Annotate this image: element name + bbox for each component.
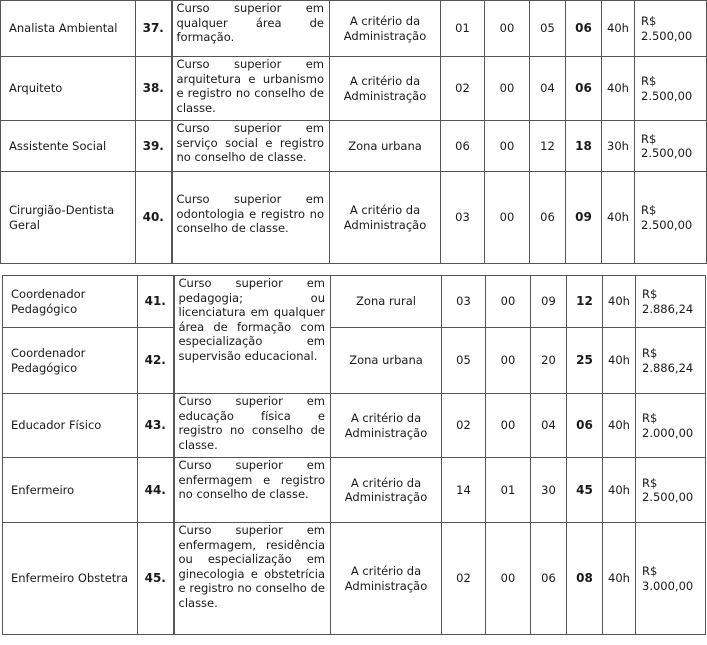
vacancy-cell: 00 [486,523,531,635]
hours-cell: 40h [602,172,635,264]
cargo-cell: Enfermeiro Obstetra [3,523,138,635]
location-cell: A critério da Administração [331,458,442,523]
total-cell: 08 [567,523,603,635]
vacancy-cell: 00 [486,276,531,328]
code-cell: 38. [136,57,172,121]
vacancy-cell: 00 [486,328,531,394]
code-cell: 40. [136,172,172,264]
location-cell: A critério da Administração [331,394,442,458]
table-row [3,328,706,394]
vacancy-cell: 02 [442,394,486,458]
code-cell: 44. [138,458,174,523]
location-cell: A critério da Administração [331,523,442,635]
hours-cell: 40h [603,328,636,394]
vacancy-cell: 05 [442,328,486,394]
total-cell: 12 [567,276,603,328]
vacancy-cell: 03 [442,276,486,328]
vacancy-cell: 06 [441,121,485,172]
requirement-cell: Curso superior em enfermagem e registro no conselho de classe. [174,458,331,523]
salary-cell: R$ 2.500,00 [636,458,706,523]
cargo-cell: Assistente Social [1,121,136,172]
location-cell: A critério da Administração [330,1,441,57]
total-cell: 45 [567,458,603,523]
location-cell: Zona urbana [331,328,442,394]
table-row [1,172,707,264]
location-cell: A critério da Administração [330,57,441,121]
hours-cell: 40h [602,1,635,57]
table-row [3,458,706,523]
salary-cell: R$ 2.500,00 [635,1,707,57]
vacancy-cell: 00 [485,1,530,57]
code-cell: 43. [138,394,174,458]
location-cell: A critério da Administração [330,172,441,264]
hours-cell: 40h [603,394,636,458]
table-row [1,1,707,57]
vacancy-cell: 09 [531,276,567,328]
vacancy-cell: 00 [485,57,530,121]
requirement-cell: Curso superior em odontologia e registro no conselho de classe. [172,172,330,264]
vacancy-cell: 03 [441,172,485,264]
total-cell: 25 [567,328,603,394]
code-cell: 39. [136,121,172,172]
code-cell: 42. [138,328,174,394]
salary-cell: R$ 2.886,24 [636,276,706,328]
code-cell: 45. [138,523,174,635]
hours-cell: 40h [602,57,635,121]
vacancy-cell: 30 [531,458,567,523]
salary-cell: R$ 2.886,24 [636,328,706,394]
cargo-cell: Arquiteto [1,57,136,121]
vacancy-cell: 00 [485,121,530,172]
table-row [3,394,706,458]
vacancy-cell: 06 [531,523,567,635]
requirement-cell: Curso superior em educação física e registro no conselho de classe. [174,394,331,458]
positions-table-bottom [2,275,706,635]
cargo-cell: Educador Físico [3,394,138,458]
salary-cell: R$ 2.500,00 [635,172,707,264]
cargo-cell: Analista Ambiental [1,1,136,57]
requirement-cell: Curso superior em arquitetura e urbanismo e registro no conselho de classe. [172,57,330,121]
code-cell: 37. [136,1,172,57]
salary-cell: R$ 2.000,00 [636,394,706,458]
hours-cell: 40h [603,523,636,635]
vacancy-cell: 05 [530,1,566,57]
total-cell: 06 [567,394,603,458]
cargo-cell: Coordenador Pedagógico [3,276,138,328]
hours-cell: 40h [603,458,636,523]
location-cell: Zona rural [331,276,442,328]
table-row [1,121,707,172]
table-row [1,57,707,121]
vacancy-cell: 04 [531,394,567,458]
salary-cell: R$ 2.500,00 [635,121,707,172]
cargo-cell: Cirurgião-Dentista Geral [1,172,136,264]
table-row [3,276,706,328]
code-cell: 41. [138,276,174,328]
hours-cell: 40h [603,276,636,328]
positions-table-top [0,0,707,264]
hours-cell: 30h [602,121,635,172]
total-cell: 09 [566,172,602,264]
vacancy-cell: 01 [486,458,531,523]
location-cell: Zona urbana [330,121,441,172]
vacancy-cell: 06 [530,172,566,264]
vacancy-cell: 01 [441,1,485,57]
cargo-cell: Coordenador Pedagógico [3,328,138,394]
vacancy-cell: 02 [442,523,486,635]
vacancy-cell: 04 [530,57,566,121]
vacancy-cell: 12 [530,121,566,172]
total-cell: 18 [566,121,602,172]
vacancy-cell: 00 [485,172,530,264]
requirement-cell: Curso superior em serviço social e registro no conselho de classe. [172,121,330,172]
total-cell: 06 [566,57,602,121]
salary-cell: R$ 3.000,00 [636,523,706,635]
total-cell: 06 [566,1,602,57]
requirement-cell: Curso superior em qualquer área de formação. [172,1,330,57]
requirement-cell: Curso superior em enfermagem, residência ou especialização em ginecologia e obstetrícia e registro no conselho de classe. [174,523,331,635]
requirement-cell: Curso superior em pedagogia; ou licenciatura em qualquer área de formação com especialização em supervisão educacional. [174,276,331,394]
vacancy-cell: 20 [531,328,567,394]
vacancy-cell: 14 [442,458,486,523]
cargo-cell: Enfermeiro [3,458,138,523]
vacancy-cell: 00 [486,394,531,458]
table-row [3,523,706,635]
salary-cell: R$ 2.500,00 [635,57,707,121]
vacancy-cell: 02 [441,57,485,121]
